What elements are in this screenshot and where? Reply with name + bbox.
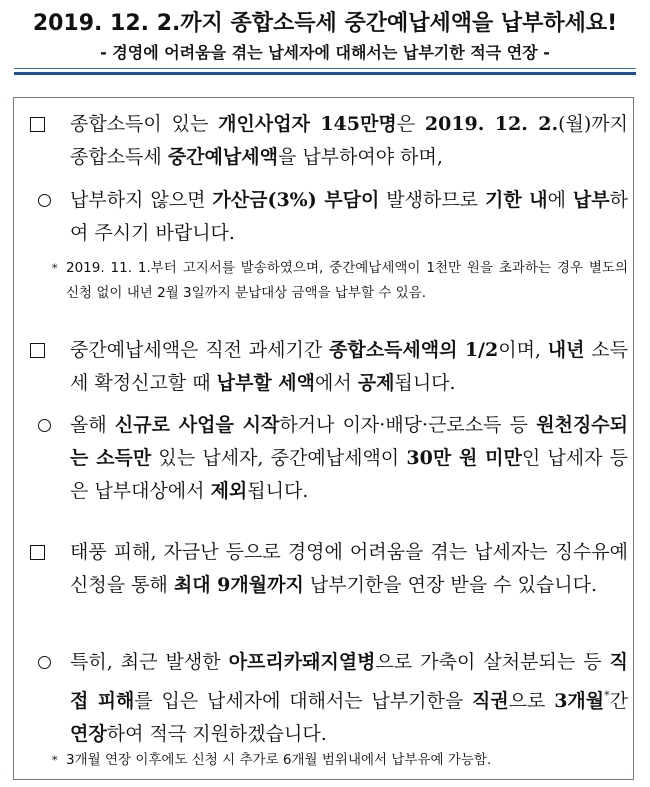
- page-title: 2019. 12. 2.까지 종합소득세 중간예납세액을 납부하세요!: [32, 11, 618, 36]
- paragraph-5: [70, 536, 628, 602]
- note-1: 2019. 11. 1.부터 고지서를 발송하였으며, 중간예납세액이 1천만 원을 초과하는 경우 별도의 신청 없이 내년 2월 3일까지 분납대상 금액을 납부할 수 있음.: [66, 260, 628, 301]
- emphasis: 중간예납세액: [167, 146, 278, 168]
- emphasis: 종합소득세액의 1/2: [328, 339, 499, 361]
- text: 하여 주시기 바랍니다.: [70, 189, 628, 244]
- text: 이며,: [498, 339, 548, 361]
- emphasis: 내년: [547, 339, 585, 361]
- emphasis: 2019. 12. 2.: [424, 113, 559, 135]
- text: 에서: [315, 372, 358, 394]
- note-2: 3개월 연장 이후에도 신청 시 추가로 6개월 범위내에서 납부유예 가능함.: [66, 752, 492, 768]
- footnote-mark: *: [604, 689, 610, 702]
- text: 됩니다.: [394, 372, 456, 394]
- text: 은: [396, 113, 425, 135]
- emphasis: 원천징수되는 소득만: [70, 414, 629, 469]
- text: (월)까지 종합소득세: [70, 113, 628, 168]
- text: 를 입은 납세자에 대해서는 납부기한을: [134, 690, 472, 712]
- text: 소득세 확정신고할 때: [70, 339, 628, 394]
- emphasis: 납부할 세액: [216, 372, 315, 394]
- text: 됩니다.: [247, 480, 309, 502]
- emphasis: 3개월: [554, 690, 605, 712]
- text: 올해: [70, 414, 115, 436]
- square-bullet: [30, 545, 45, 560]
- circle-bullet: [38, 194, 51, 207]
- text: 하여 적극 지원하겠습니다.: [106, 723, 327, 745]
- paragraph-2: [70, 184, 628, 250]
- text: 에: [547, 189, 573, 211]
- text: 을 납부하여야 하며,: [277, 146, 443, 168]
- emphasis: 직권: [471, 690, 509, 712]
- emphasis: 연장: [70, 723, 107, 745]
- text: 간: [609, 690, 628, 712]
- text: 발생하므로: [379, 189, 485, 211]
- paragraph-1: [70, 108, 628, 174]
- text: 납부기한을 연장 받을 수 있습니다.: [303, 574, 598, 596]
- square-bullet: [30, 343, 45, 358]
- text: 인 납세자 등은 납부대상에서: [70, 447, 629, 502]
- emphasis: 직접 피해: [70, 651, 628, 712]
- text: 으로 가축이 살처분되는 등: [375, 651, 610, 673]
- text: 중간예납세액은 직전 과세기간: [70, 339, 329, 361]
- title-rule-thick: [14, 72, 636, 75]
- emphasis: 최대 9개월까지: [173, 574, 304, 596]
- note-star: *: [52, 754, 58, 767]
- circle-bullet: [38, 656, 51, 669]
- page-subtitle: - 경영에 어려움을 겪는 납세자에 대해서는 납부기한 적극 연장 -: [100, 43, 550, 62]
- text: 있는 납세자, 중간예납세액이: [151, 447, 407, 469]
- circle-bullet: [38, 419, 51, 432]
- emphasis: 공제: [357, 372, 395, 394]
- square-bullet: [30, 117, 45, 132]
- emphasis: 개인사업자 145만명: [218, 113, 397, 135]
- paragraph-4: [70, 409, 628, 508]
- paragraph-3: [70, 334, 628, 400]
- emphasis: 납부: [572, 189, 610, 211]
- emphasis: 가산금(3%) 부담이: [212, 189, 380, 211]
- note-star: *: [52, 262, 58, 275]
- text: 태풍 피해, 자금난 등으로 경영에 어려움을 겪는 납세자는 징수유예 신청을 통해: [70, 541, 628, 596]
- text: 으로: [508, 690, 555, 712]
- emphasis: 신규로 사업을 시작: [114, 414, 280, 436]
- text: 종합소득이 있는: [70, 113, 219, 135]
- title-rule-thin: [14, 68, 636, 69]
- paragraph-6: [70, 646, 628, 751]
- emphasis: 기한 내: [485, 189, 548, 211]
- emphasis: 30만 원 미만: [406, 447, 522, 469]
- emphasis: 제외: [210, 480, 248, 502]
- text: 특히, 최근 발생한: [70, 651, 229, 673]
- emphasis: 아프리카돼지열병: [228, 651, 376, 673]
- text: 하거나 이자·배당·근로소득 등: [279, 414, 537, 436]
- text: 납부하지 않으면: [70, 189, 213, 211]
